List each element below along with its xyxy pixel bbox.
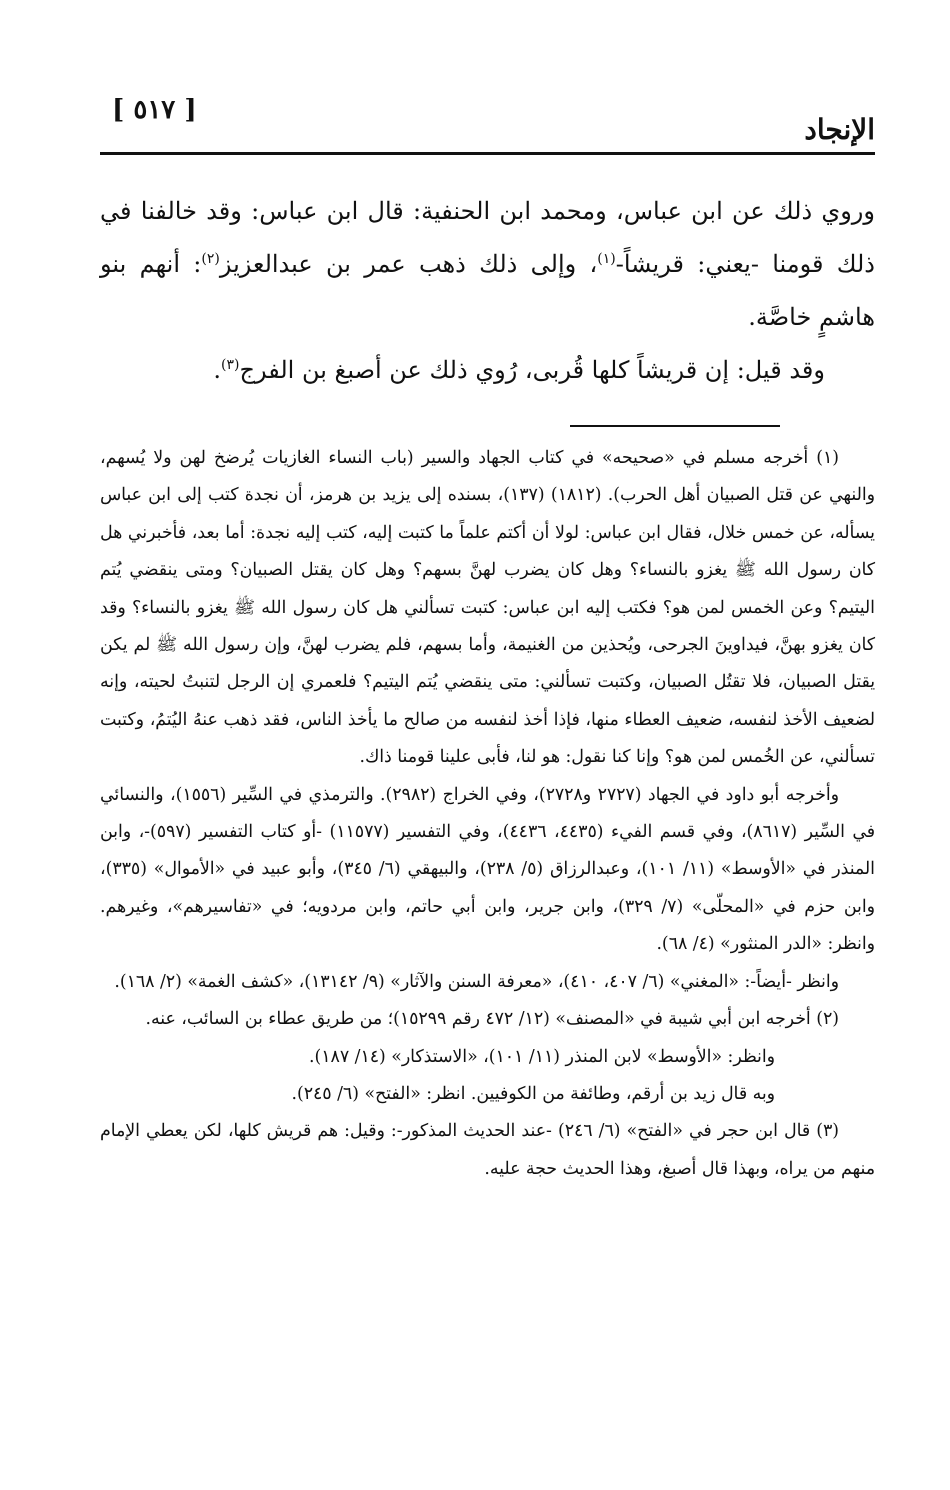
page-header [100,95,875,155]
body-text-span: : أنهم بنو هاشمٍ خاصَّة. [100,250,875,331]
footnote-1-paragraph-3: وانظر -أيضاً-: «المغني» (٦/ ٤٠٧، ٤١٠)، «معرفة السنن والآثار» (٩/ ١٣١٤٢)، «كشف الغمة» (٢/ ١٦٨). [114,971,839,992]
footnote-ref-1[interactable]: (١) [597,251,616,267]
footnote-2: (٢) أخرجه ابن أبي شيبة في «المصنف» (١٢/ ٤٧٢ رقم ١٥٢٩٩)؛ من طريق عطاء بن السائب، عنه. [145,1009,839,1030]
body-paragraph-1 [100,185,875,344]
footnote-ref-2[interactable]: (٢) [201,251,220,267]
footnotes [100,440,875,1188]
footnote-2-paragraph-2: وانظر: «الأوسط» لابن المنذر (١١/ ١٠١)، «الاستذكار» (١٤/ ١٨٧). [309,1046,775,1067]
page-number: [ ٥١٧ ] [112,95,197,125]
header-rule [100,152,875,155]
footnote-1-paragraph-2: وأخرجه أبو داود في الجهاد (٢٧٢٧ و٢٧٢٨)، وفي الخراج (٢٩٨٢). والترمذي في السِّير (١٥٥٦)، والنسائي في السِّير (٨٦١٧)، وفي قسم الفيء (٤٤٣٥، ٤٤٣٦)، وفي التفسير (١١٥٧٧) -أو كتاب التفسير (٥٩٧)-، وابن المنذر في «الأوسط» (١١/ ١٠١)، وعبدالرزاق (٥/ ٢٣٨)، والبيهقي (٦/ ٣٤٥)، وأبو عبيد في «الأموال» (٣٣٥)، وابن حزم في «المحلّى» (٧/ ٣٢٩)، وابن جرير، وابن أبي حاتم، وابن مردويه؛ في «تفاسيرهم»، وغيرهم. وانظر: «الدر المنثور» (٤/ ٦٨). [100,784,876,955]
body-text-span: وقد قيل: إن قريشاً كلها قُربى، رُوي ذلك عن أصبغ بن الفرج [239,356,825,384]
footnote-3: (٣) قال ابن حجر في «الفتح» (٦/ ٢٤٦) -عند الحديث المذكور-: وقيل: هم قريش كلها، لكن يعطي الإمام منهم من يراه، وبهذا قال أصبغ، وهذا الحديث حجة عليه. [100,1121,875,1179]
body-text-span: وروي ذلك عن ابن عباس، ومحمد ابن الحنفية: قال ابن عباس: وقد خالفنا في ذلك قومنا -يعني: قريشاً- [100,197,875,278]
footnote-separator [570,425,780,427]
body-text-span: . [213,356,222,384]
chapter-title: الإنجاد [804,113,875,146]
body-paragraph-2 [100,344,875,397]
footnote-2-paragraph-3: وبه قال زيد بن أرقم، وطائفة من الكوفيين. انظر: «الفتح» (٦/ ٢٤٥). [291,1083,775,1104]
body-text-span: ، وإلى ذلك ذهب عمر بن عبدالعزيز [219,250,598,278]
main-text [100,185,875,397]
footnote-ref-3[interactable]: (٣) [221,357,240,373]
footnote-1: (١) أخرجه مسلم في «صحيحه» في كتاب الجهاد والسير (باب النساء الغازيات يُرضخ لهن ولا يُسهم، والنهي عن قتل الصبيان أهل الحرب). (١٨١٢) (١٣٧)، بسنده إلى يزيد بن هرمز، أن نجدة كتب إلى ابن عباس يسأله، عن خمس خلال، فقال ابن عباس: لولا أن أكتم علماً ما كتبت إليه، كتب إليه نجدة: أما بعد، فأخبرني هل كان رسول الله ﷺ يغزو بالنساء؟ وهل كان يضرب لهنَّ بسهم؟ وهل كان يقتل الصبيان؟ ومتى ينقضي يُتم اليتيم؟ وعن الخمس لمن هو؟ فكتب إليه ابن عباس: كتبت تسألني هل كان رسول الله ﷺ يغزو بالنساء؟ وقد كان يغزو بهنَّ، فيداوينَ الجرحى، ويُحذين من الغنيمة، وأما بسهم، فلم يضرب لهنَّ، وإن رسول الله ﷺ لم يكن يقتل الصبيان، فلا تقتُل الصبيان، وكتبت تسألني: متى ينقضي يُتم اليتيم؟ فلعمري إن الرجل لتنبتُ لحيته، وإنه لضعيف الأخذ لنفسه، ضعيف العطاء منها، فإذا أخذ لنفسه من صالح ما يأخذ الناس، فقد ذهب عنهُ اليُتمُ، وكتبت تسألني، عن الخُمس لمن هو؟ وإنا كنا نقول: هو لنا، فأبى علينا قومنا ذاك. [100,448,875,768]
